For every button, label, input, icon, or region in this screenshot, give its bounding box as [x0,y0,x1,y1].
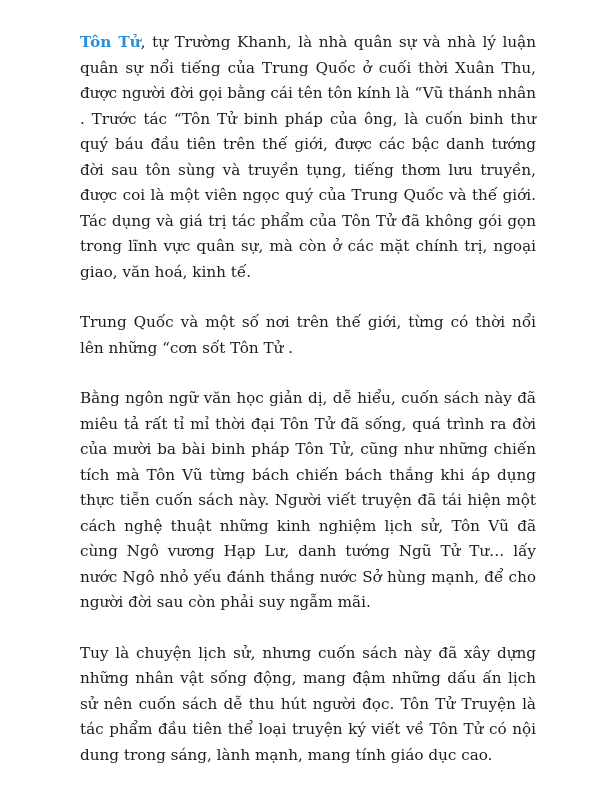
paragraph-intro [80,30,536,285]
paragraph-conclusion: Tuy là chuyện lịch sử, nhưng cuốn sách này đã xây dựng những nhân vật sống động, mang đậm những dấu ấn lịch sử nên cuốn sách dễ thu hút người đọc. Tôn Tử Truyện là tác phẩm đầu tiên thể loại truyện ký viết về Tôn Tử có nội dung trong sáng, lành mạnh, mang tính giáo dục cao. [80,643,536,764]
paragraph-fever: Trung Quốc và một số nơi trên thế giới, từng có thời nổi lên những “cơn sốt Tôn Tử . [80,313,536,357]
document-body [80,30,536,768]
paragraph-intro-text: , tự Trường Khanh, là nhà quân sự và nhà lý luận quân sự nổi tiếng của Trung Quốc ở cuối thời Xuân Thu, được người đời gọi bằng cái tên tôn kính là “Vũ thánh nhân . Trước tác “Tôn Tử binh pháp của ông, là cuốn binh thư quý báu đầu tiên trên thế giới, được các bậc danh tướng đời sau tôn sùng và truyền tụng, tiếng thơm lưu truyền, được coi là một viên ngọc quý của Trung Quốc và thế giới. Tác dụng và giá trị tác phẩm của Tôn Tử đã không gói gọn trong lĩnh vực quân sự, mà còn ở các mặt chính trị, ngoại giao, văn hoá, kinh tế. [80,33,536,281]
paragraph-content: Bằng ngôn ngữ văn học giản dị, dễ hiểu, cuốn sách này đã miêu tả rất tỉ mỉ thời đại Tôn Tử đã sống, quá trình ra đời của mười ba bài binh pháp Tôn Tử, cũng như những chiến tích mà Tôn Vũ từng bách chiến bách thắng khi áp dụng thực tiễn cuốn sách này. Người viết truyện đã tái hiện một cách nghệ thuật những kinh nghiệm lịch sử, Tôn Vũ đã cùng Ngô vương Hạp Lư, danh tướng Ngũ Tử Tư… lấy nước Ngô nhỏ yếu đánh thắng nước Sở hùng mạnh, để cho người đời sau còn phải suy ngẫm mãi. [80,389,536,611]
highlighted-name: Tôn Tử [80,33,141,51]
